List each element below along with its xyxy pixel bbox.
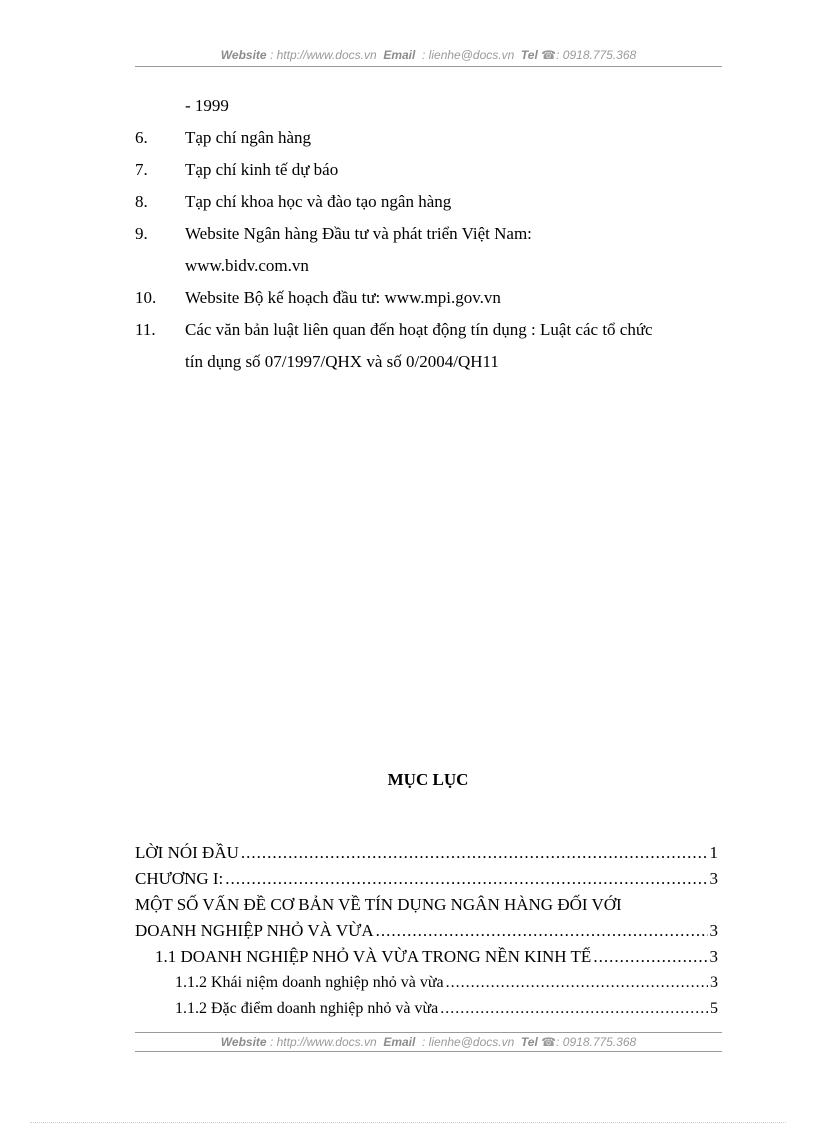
tel-label: Tel <box>520 48 538 62</box>
website-label: Website <box>220 1035 267 1049</box>
leader-dots <box>241 840 708 866</box>
header-rule <box>135 66 722 67</box>
tel-label: Tel <box>520 1035 538 1049</box>
phone-icon: ☎ <box>541 48 557 62</box>
reference-item: 6. Tạp chí ngân hàng <box>135 128 312 147</box>
email-value: : lienhe@docs.vn <box>422 1035 515 1049</box>
reference-item: 9. Website Ngân hàng Đầu tư và phát triển Việt Nam: <box>135 224 532 243</box>
reference-item-continued: tín dụng số 07/1997/QHX và số 0/2004/QH11 <box>185 352 499 371</box>
website-value: : http://www.docs.vn <box>269 1035 377 1049</box>
toc-entry: 1.1.2 Đặc điểm doanh nghiệp nhỏ và vừa ..... 5 <box>135 996 718 1022</box>
reference-item: 10. Website Bộ kế hoạch đầu tư: www.mpi.gov.vn <box>135 288 501 307</box>
leader-dots <box>376 918 708 944</box>
reference-item: 11. Các văn bản luật liên quan đến hoạt động tín dụng : Luật các tổ chức <box>135 320 653 339</box>
footer-rule-bottom <box>135 1051 722 1052</box>
toc-entry: MỘT SỐ VẤN ĐỀ CƠ BẢN VỀ TÍN DỤNG NGÂN HÀNG ĐỐI VỚI <box>135 895 622 914</box>
reference-continuation: - 1999 <box>185 96 229 115</box>
references-list <box>135 94 722 382</box>
page-header <box>135 48 722 62</box>
reference-item: 7. Tạp chí kinh tế dự báo <box>135 160 339 179</box>
footer-rule-top <box>135 1032 722 1033</box>
leader-dots <box>225 866 707 892</box>
toc-entry: 1.1 DOANH NGHIỆP NHỎ VÀ VỪA TRONG NỀN KINH TẾ ..... 3 <box>135 944 718 970</box>
email-label: Email <box>383 1035 416 1049</box>
leader-dots <box>446 970 708 996</box>
leader-dots <box>440 996 708 1022</box>
page-footer <box>135 1035 722 1049</box>
table-of-contents <box>135 840 718 1022</box>
email-value: : lienhe@docs.vn <box>422 48 515 62</box>
tel-value: : 0918.775.368 <box>556 1035 637 1049</box>
toc-entry: CHƯƠNG I: ..... 3 <box>135 866 718 892</box>
toc-entry: 1.1.2 Khái niệm doanh nghiệp nhỏ và vừa ..... 3 <box>135 970 718 996</box>
reference-item: 8. Tạp chí khoa học và đào tạo ngân hàng <box>135 192 452 211</box>
website-value: : http://www.docs.vn <box>269 48 377 62</box>
email-label: Email <box>383 48 416 62</box>
leader-dots <box>593 944 707 970</box>
toc-entry: LỜI NÓI ĐẦU ..... 1 <box>135 840 718 866</box>
website-label: Website <box>220 48 267 62</box>
reference-item-continued: www.bidv.com.vn <box>185 256 309 275</box>
phone-icon: ☎ <box>541 1035 557 1049</box>
toc-title: MỤC LỤC <box>387 770 469 789</box>
tel-value: : 0918.775.368 <box>556 48 637 62</box>
toc-entry: DOANH NGHIỆP NHỎ VÀ VỪA ..... 3 <box>135 918 718 944</box>
